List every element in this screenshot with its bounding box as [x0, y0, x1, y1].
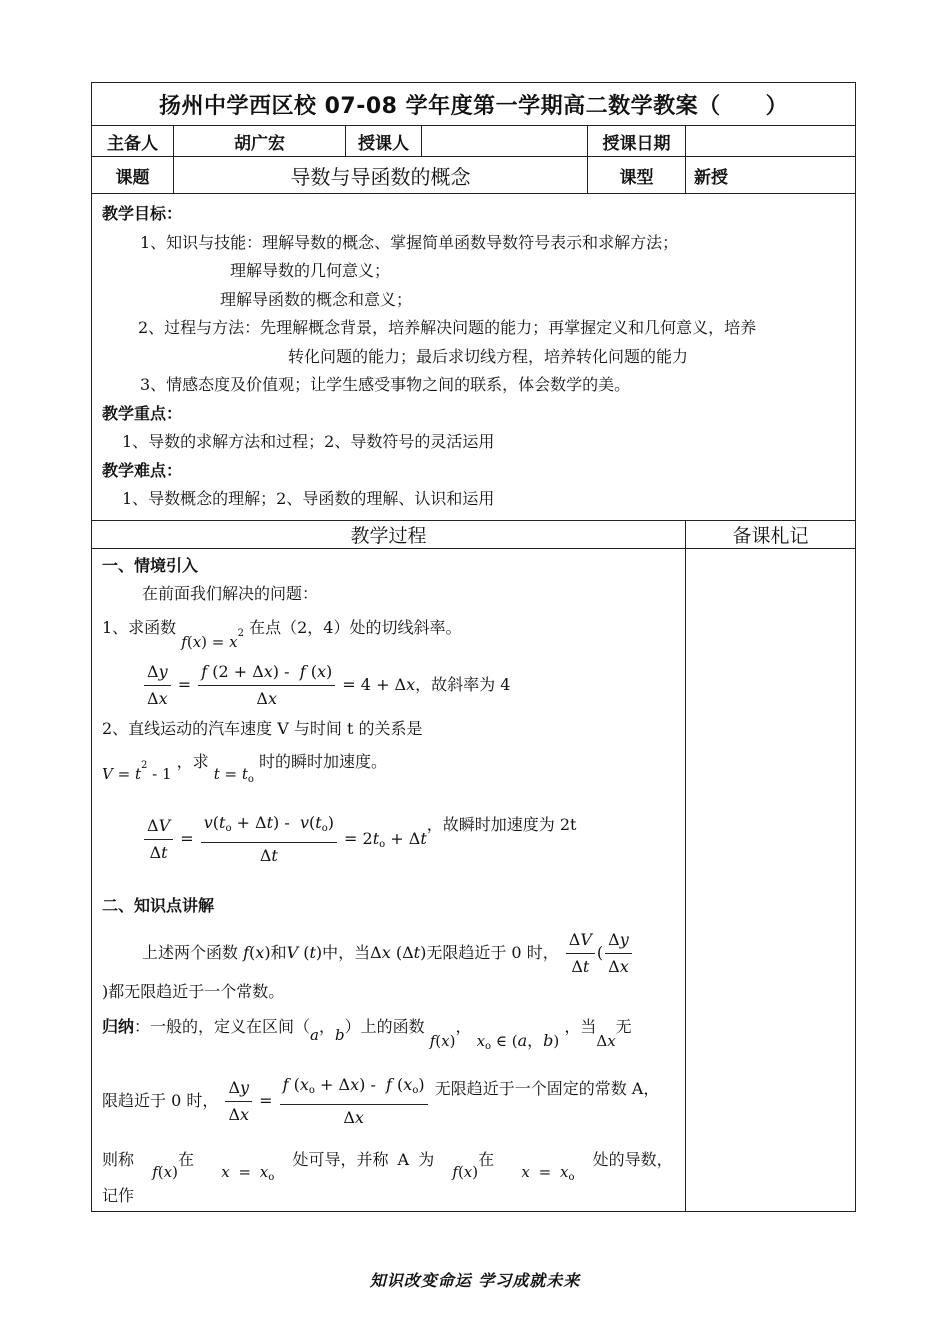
process-body: 一、情境引入 在前面我们解决的问题： 1、求函数 $f(x) = x^2$ 在点（2，4）处的切线斜率。 $\frac{\Delta y}{\Delta x}$ = $\frac{f (2 + \Delta x) - f (x)}{\Delta x}$ = 4 + Δx，故斜率为 4 2、直线运动的汽车速度 V 与时间 t 的关系是 $V = t^2 - 1$ ，求 $t = t_o$ 时的瞬时加速度。 $\frac{\Delta V}{\Delta t}$ = $\frac{v(t_o + \Delta t) - v(t_o)}{\Delta t}$ = $2t_o + \Delta t$，故瞬时加速度为 2t 二、知识点讲解 上述两个函数 f(x)和V (t)中，当Δx (Δt)无限趋近于 0 时， $\frac{\Delta V}{\Delta t}$ ( $\frac{\Delta y}{\Delta x}$ )都无限趋近于一个常数。 归纳：一般的，定义在区间（a，b）上的函数 f(x)， $x_o$ ∈ (a，b) ，当Δx无 限趋近于 0 时， $\frac{\Delta y}{\Delta x}$ = $\frac{f (x_o + \Delta x) - f (x_o)}{\Delta x}$ 无限趋近于一个固定的常数 A， 则称 f(x)在 $x = x_o$ 处可导，并称 A 为 f(x)在 $x = x_o$ 处的导数，记作 — [92, 549, 686, 1212]
difficult-points-text: 1、导数概念的理解；2、导函数的理解、认识和运用 — [122, 489, 495, 508]
goal-line: 理解导数的几何意义； — [230, 261, 391, 280]
teacher-label: 授课人 — [346, 126, 422, 157]
notes-column — [686, 549, 856, 1212]
preparer-value: 胡广宏 — [174, 126, 346, 157]
date-value — [686, 126, 856, 157]
derivative-definition: 则称 f(x)在 $x = x_o$ 处可导，并称 A 为 f(x)在 $x = x_o$ 处的导数，记作 — [102, 1150, 673, 1205]
teacher-value — [422, 126, 588, 157]
equation-2: $\frac{\Delta V}{\Delta t}$ = $\frac{v(t_o + \Delta t) - v(t_o)}{\Delta t}$ = $2t_o + \Delta t$，故瞬时加速度为 2t — [102, 812, 675, 867]
notes-header: 备课札记 — [686, 521, 856, 549]
topic-value: 导数与导函数的概念 — [174, 157, 588, 194]
induction-line: 归纳：一般的，定义在区间（a，b）上的函数 f(x)， $x_o$ ∈ (a，b) ，当Δx无 — [102, 1017, 632, 1052]
difficult-points-heading: 教学难点： — [102, 460, 183, 480]
problem-2: 2、直线运动的汽车速度 V 与时间 t 的关系是 — [102, 719, 423, 738]
section-1-heading: 一、情境引入 — [102, 556, 199, 575]
type-value: 新授 — [686, 157, 856, 194]
date-label: 授课日期 — [588, 126, 686, 157]
type-label: 课型 — [588, 157, 686, 194]
goal-line: 转化问题的能力；最后求切线方程，培养转化问题的能力 — [288, 346, 689, 366]
page-title: 扬州中学西区校 07-08 学年度第一学期高二数学教案（ ） — [92, 83, 856, 126]
page-footer: 知识改变命运 学习成就未来 — [369, 1271, 581, 1290]
problem-1: 1、求函数 $f(x) = x^2$ 在点（2，4）处的切线斜率。 — [102, 618, 462, 651]
goal-line: 3、情感态度及价值观；让学生感受事物之间的联系，体会数学的美。 — [140, 375, 631, 394]
goal-line: 2、过程与方法：先理解概念背景，培养解决问题的能力；再掌握定义和几何意义，培养 — [138, 318, 757, 337]
knowledge-1-end: 都无限趋近于一个常数。 — [108, 982, 285, 1001]
goal-line: 1、知识与技能：理解导数的概念、掌握简单函数导数符号表示和求解方法； — [140, 232, 679, 252]
section-1-intro: 在前面我们解决的问题： — [142, 584, 319, 603]
lesson-table — [91, 82, 856, 1212]
process-header: 教学过程 — [92, 521, 686, 549]
section-2-heading: 二、知识点讲解 — [102, 896, 215, 915]
problem-2-formula: $V = t^2 - 1$ ，求 $t = t_o$ 时的瞬时加速度。 — [102, 752, 388, 785]
preparer-label: 主备人 — [92, 126, 174, 157]
equation-1: $\frac{\Delta y}{\Delta x}$ = $\frac{f (2 + \Delta x) - f (x)}{\Delta x}$ = 4 + Δx，故斜率为 4 — [102, 661, 675, 710]
formula-fx: f — [181, 633, 187, 651]
topic-label: 课题 — [92, 157, 174, 194]
goals-section — [92, 194, 856, 521]
lesson-plan — [91, 82, 855, 1212]
key-points-heading: 教学重点： — [102, 403, 183, 423]
goal-line: 理解导函数的概念和意义； — [220, 289, 413, 309]
induction-formula: 限趋近于 0 时， $\frac{\Delta y}{\Delta x}$ = $\frac{f (x_o + \Delta x) - f (x_o)}{\Delta x}$ 无限趋近于一个固定的常数 A， — [102, 1075, 660, 1127]
goals-heading: 教学目标： — [102, 204, 183, 223]
key-points-text: 1、导数的求解方法和过程；2、导数符号的灵活运用 — [122, 432, 495, 451]
knowledge-1: 上述两个函数 f(x)和V (t)中，当Δx (Δt)无限趋近于 0 时， $\frac{\Delta V}{\Delta t}$ ( $\frac{\Delta y}{\Delta x}$ — [102, 929, 675, 978]
